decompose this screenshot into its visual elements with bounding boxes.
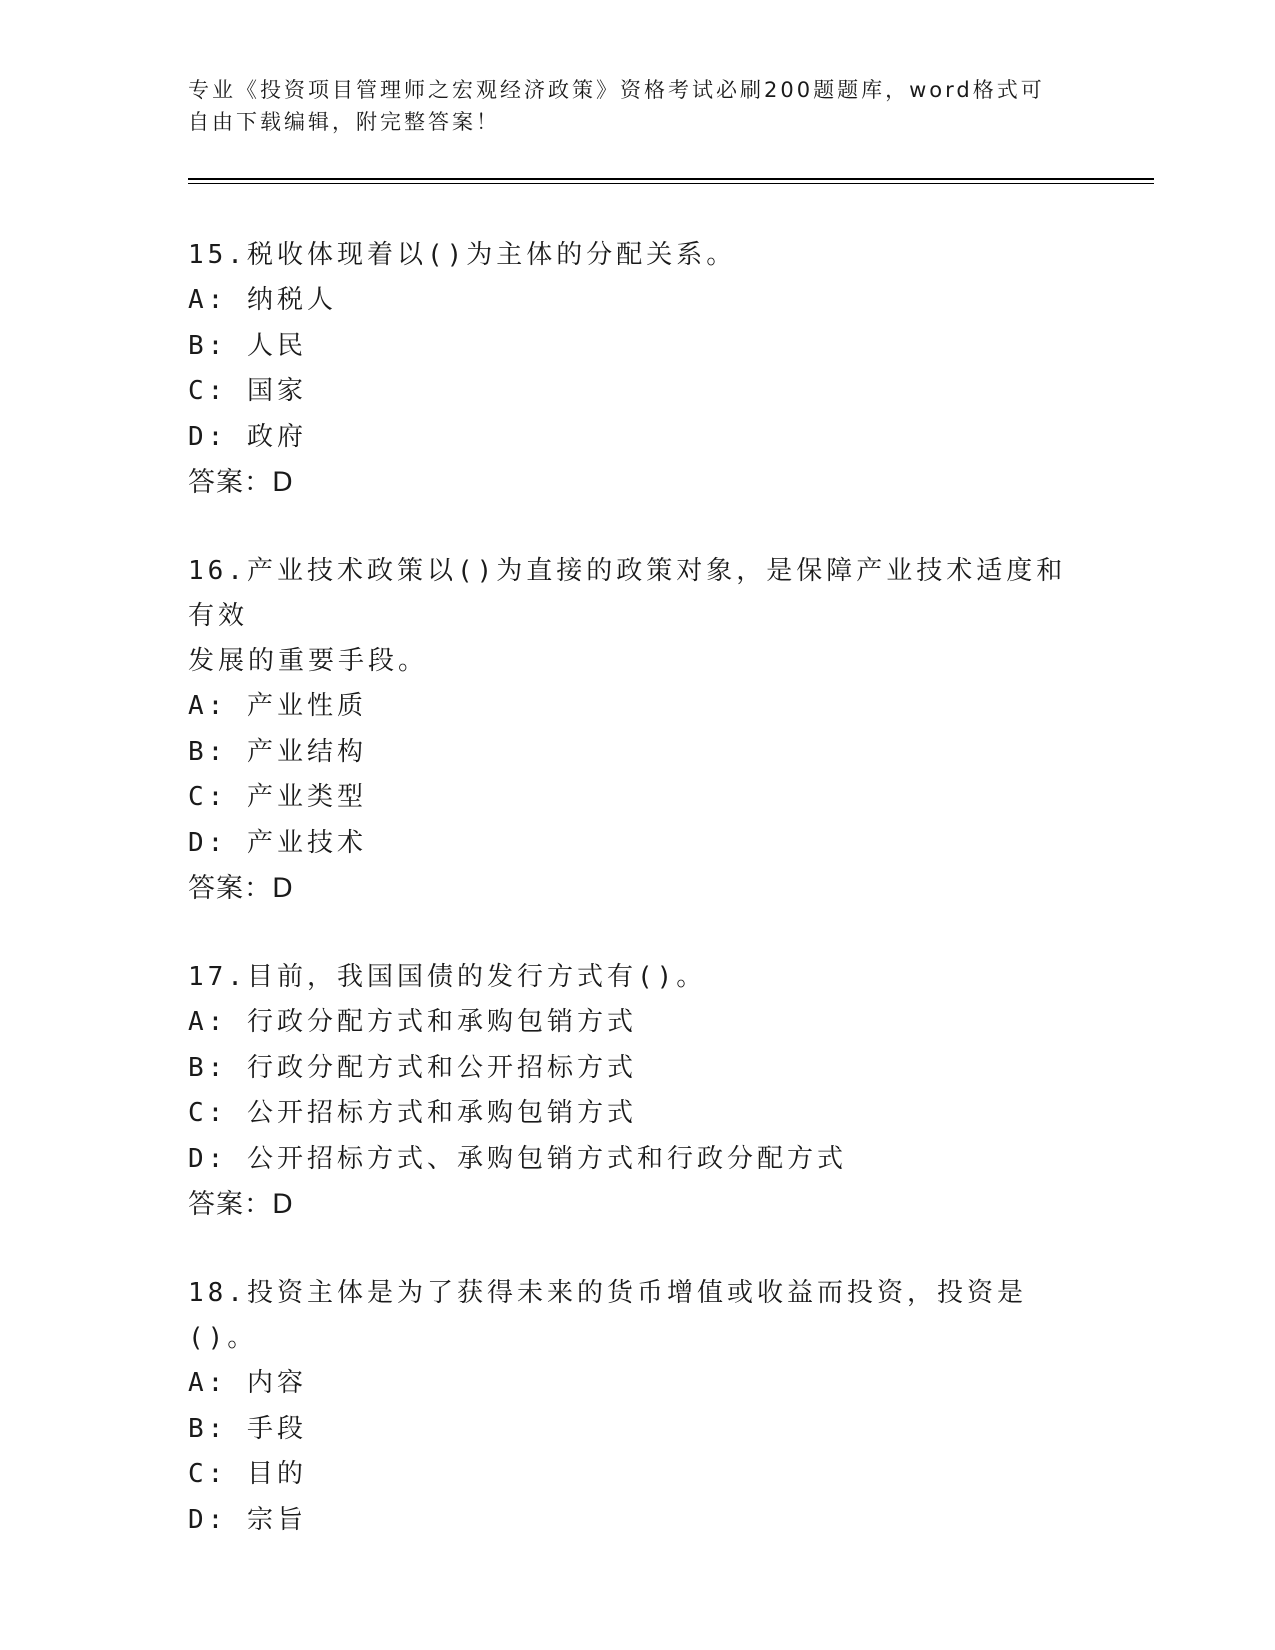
option-c: C: 国家 <box>188 376 307 406</box>
option-a: A: 纳税人 <box>188 285 337 315</box>
option-b: B: 人民 <box>188 330 307 361</box>
option-b: B: 手段 <box>188 1413 307 1444</box>
option-d: D: 政府 <box>188 421 307 452</box>
option-a: A: 行政分配方式和承购包销方式 <box>188 1007 637 1037</box>
question-text: 17.目前，我国国债的发行方式有()。 <box>188 962 707 992</box>
document-header <box>188 74 1068 138</box>
question-17 <box>188 955 1088 1227</box>
question-18 <box>188 1271 1088 1543</box>
option-c: C: 公开招标方式和承购包销方式 <box>188 1098 637 1128</box>
header-divider-thick <box>188 178 1154 180</box>
option-b: B: 行政分配方式和公开招标方式 <box>188 1052 637 1083</box>
question-text: 16.产业技术政策以()为直接的政策对象，是保障产业技术适度和有效 <box>188 556 1067 631</box>
question-list <box>188 233 1088 1587</box>
header-line-1: 专业《投资项目管理师之宏观经济政策》资格考试必刷200题题库，word格式可 <box>188 78 1045 102</box>
option-a: A: 产业性质 <box>188 691 367 721</box>
question-text: 18.投资主体是为了获得未来的货币增值或收益而投资，投资是()。 <box>188 1278 1027 1353</box>
answer: 答案：D <box>188 467 294 498</box>
answer: 答案：D <box>188 873 294 904</box>
option-c: C: 目的 <box>188 1459 307 1489</box>
option-d: D: 宗旨 <box>188 1504 307 1535</box>
option-c: C: 产业类型 <box>188 782 367 812</box>
answer: 答案：D <box>188 1189 294 1220</box>
option-a: A: 内容 <box>188 1368 307 1398</box>
question-15 <box>188 233 1088 505</box>
option-d: D: 公开招标方式、承购包销方式和行政分配方式 <box>188 1143 847 1174</box>
question-text-continued: 发展的重要手段。 <box>188 646 429 676</box>
question-16 <box>188 549 1088 911</box>
option-d: D: 产业技术 <box>188 827 367 858</box>
option-b: B: 产业结构 <box>188 736 367 767</box>
header-divider-thin <box>188 183 1154 184</box>
header-line-2: 自由下载编辑，附完整答案！ <box>188 110 500 134</box>
question-text: 15.税收体现着以()为主体的分配关系。 <box>188 240 737 270</box>
